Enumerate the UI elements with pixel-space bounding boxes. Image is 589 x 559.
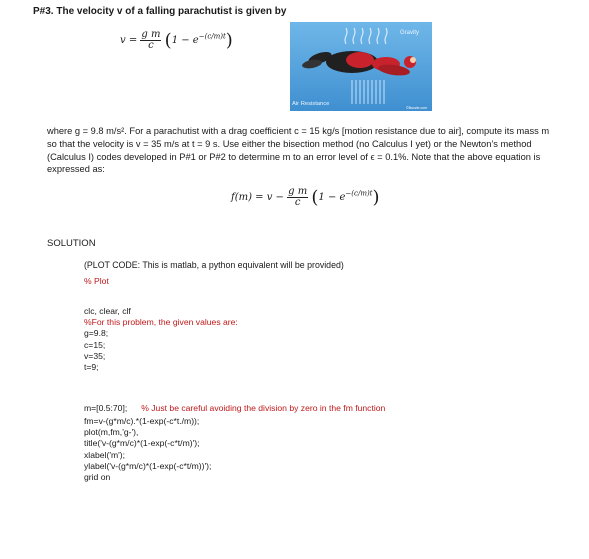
code-line: %For this problem, the given values are:	[84, 317, 238, 328]
solution-heading: SOLUTION	[47, 238, 96, 249]
code-m-comment: % Just be careful avoiding the division by zero in the fm function	[141, 403, 386, 413]
code-line: fm=v-(g*m/c).*(1-exp(-c*t./m));	[84, 416, 200, 426]
code-line-m	[84, 403, 385, 414]
velocity-equation: v = $\frac{\text{g m}}{c}$ $(1 - e^{-(c/m)t})$	[120, 29, 233, 51]
eq1-fraction	[140, 30, 161, 51]
problem-paragraph: where g = 9.8 m/s². For a parachutist with a drag coefficient c = 15 kg/s [motion resistance due to air], compute its mass m so that the velocity is v = 35 m/s at t = 9 s. Use either the bisection method (no Calculus I yet) or the Newton’s method (Calculus I) codes developed in P#1 or P#2 to determine m to an error level of ϵ = 0.1%. Note that the above equation is expressed as:	[47, 126, 550, 175]
plot-code-note: (PLOT CODE: This is matlab, a python equivalent will be provided)	[84, 260, 344, 270]
code-line: v=35;	[84, 350, 106, 361]
code-line: g=9.8;	[84, 328, 109, 339]
eq2-denominator: c	[294, 197, 301, 208]
code-line: grid on	[84, 472, 111, 483]
credit-text: ©Buzzle.com	[406, 106, 428, 110]
gravity-label: Gravity	[400, 30, 420, 36]
eq2-fraction	[287, 187, 308, 208]
code-m-assignment: m=[0.5:70];	[84, 403, 128, 413]
code-line: ylabel('v-(g*m/c)*(1-exp(-c*t/m))');	[84, 460, 212, 471]
code-line: plot(m,fm,'g-'),	[84, 427, 139, 438]
code-line: t=9;	[84, 362, 99, 373]
air-resistance-label: Air Resistance	[292, 101, 330, 107]
parachutist-illustration	[290, 22, 432, 111]
eq2-lhs: f(m) = v −	[231, 192, 284, 203]
eq1-body: 1 − e	[171, 35, 199, 46]
code-block-2	[84, 416, 211, 483]
eq1-exponent: −(c/m)t	[198, 32, 226, 41]
plot-comment: % Plot	[84, 276, 109, 286]
problem-title: P#3. The velocity v of a falling parachutist is given by	[33, 6, 287, 17]
code-line: clc, clear, clf	[84, 306, 131, 316]
eq1-denominator: c	[148, 40, 154, 51]
eq2-numerator: g m	[288, 186, 308, 197]
eq1-numerator: g m	[141, 29, 161, 40]
code-line: title('v-(g*m/c)*(1-exp(-c*t/m)');	[84, 438, 200, 449]
code-line: c=15;	[84, 339, 106, 350]
eq2-exponent: −(c/m)t	[345, 189, 373, 198]
eq1-lhs: v =	[120, 35, 138, 46]
eq2-body: 1 − e	[318, 192, 346, 203]
code-block-1	[84, 306, 238, 373]
function-equation: f(m) = v − $\frac{\text{g m}}{c}$ $(1 - e^{-(c/m)t})$	[231, 186, 380, 208]
code-line: xlabel('m');	[84, 449, 126, 460]
